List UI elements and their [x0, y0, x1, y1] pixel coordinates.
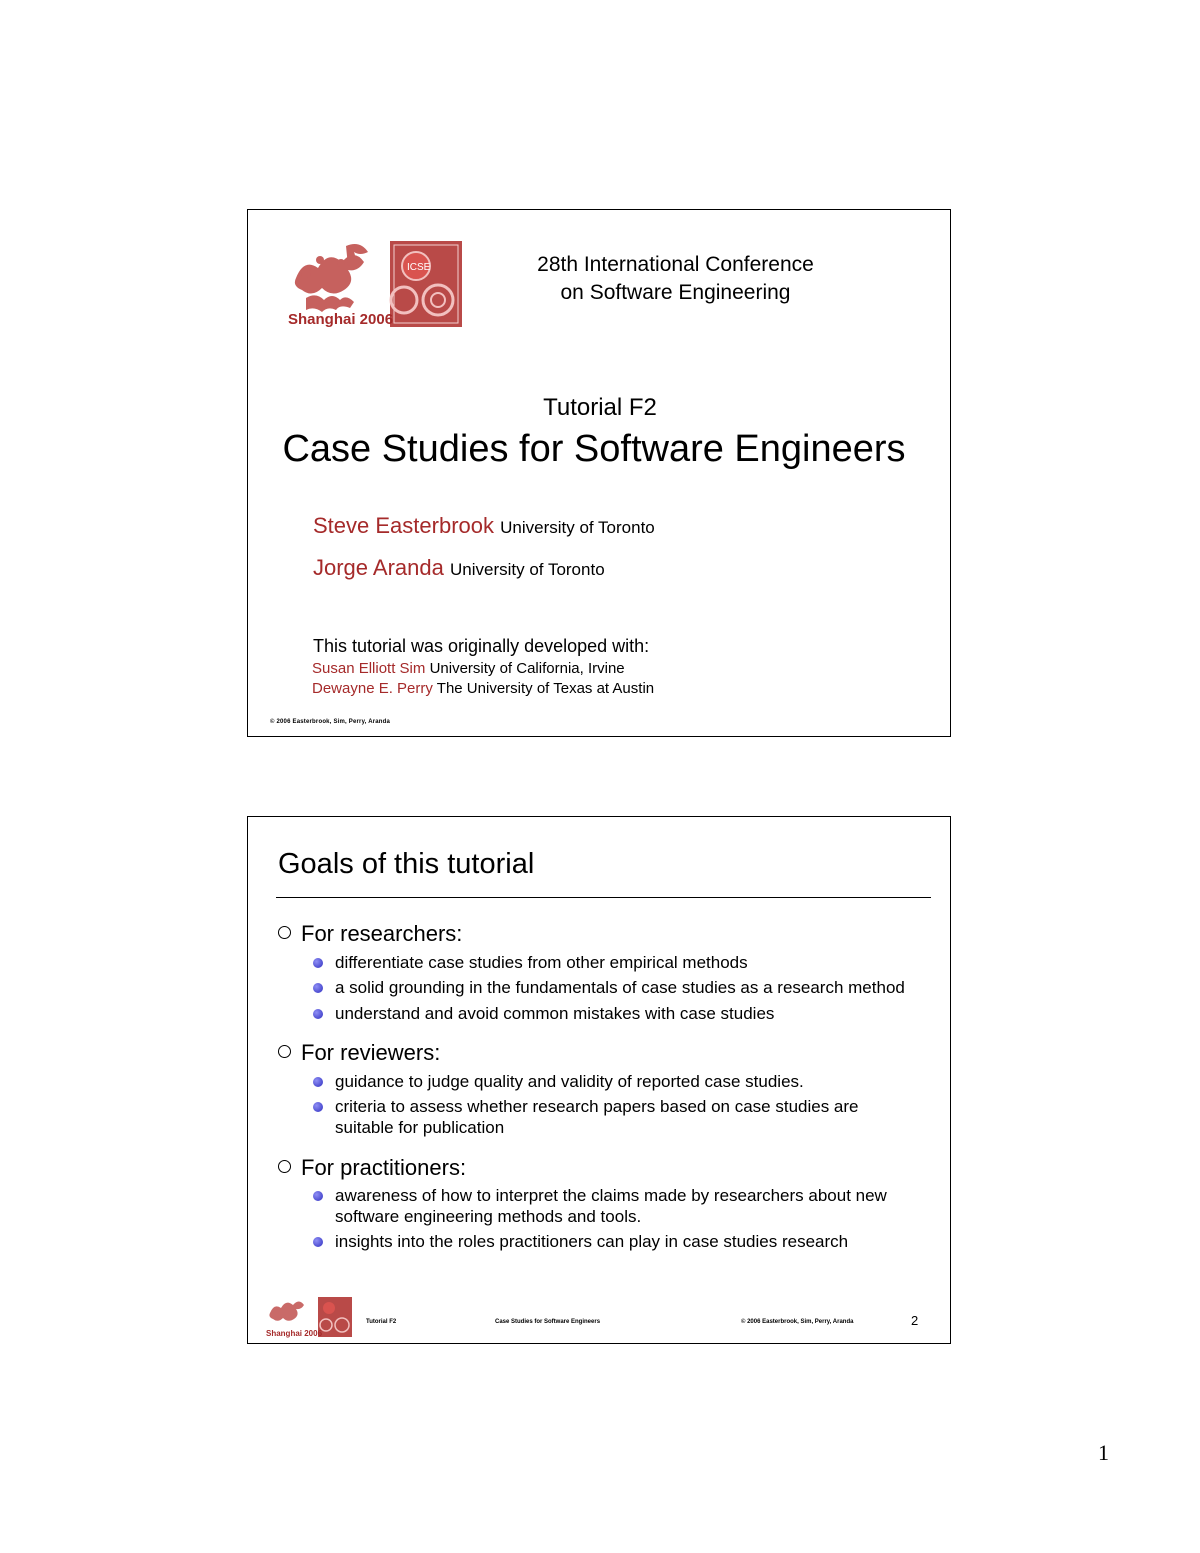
svg-text:Shanghai 2006: Shanghai 2006: [266, 1329, 323, 1338]
originally-developed-note: This tutorial was originally developed with:: [313, 636, 650, 656]
contributor-name: Dewayne E. Perry: [312, 680, 433, 697]
page-number: 1: [1098, 1440, 1109, 1465]
footer-title: Case Studies for Software Engineers: [495, 1319, 601, 1325]
footer-tutorial: Tutorial F2: [366, 1319, 397, 1325]
bullet-dot-icon: [313, 1009, 323, 1019]
author-affiliation: University of Toronto: [450, 560, 605, 579]
bullet-dot-icon: [313, 1237, 323, 1247]
group-heading: For researchers:: [278, 921, 462, 947]
contributor-1: [312, 660, 625, 677]
bullet-dot-icon: [313, 958, 323, 968]
copyright: © 2006 Easterbrook, Sim, Perry, Aranda: [270, 719, 391, 725]
bullet-dot-icon: [313, 1102, 323, 1112]
contributor-2: [312, 680, 654, 697]
logo-text: Shanghai 2006: [288, 311, 394, 328]
ring-bullet-icon: [278, 1045, 291, 1058]
footer-copyright: © 2006 Easterbrook, Sim, Perry, Aranda: [741, 1319, 854, 1325]
group-heading: For reviewers:: [278, 1040, 440, 1066]
contributor-affiliation: The University of Texas at Austin: [436, 680, 655, 697]
tutorial-label: Tutorial F2: [543, 394, 657, 421]
conference-line-2: on Software Engineering: [560, 281, 791, 304]
slide-title-text: Goals of this tutorial: [278, 848, 535, 880]
contributor-name: Susan Elliott Sim: [312, 660, 426, 677]
ring-bullet-icon: [278, 926, 291, 939]
group-heading: For practitioners:: [278, 1155, 466, 1181]
icse-shanghai-logo: [286, 238, 466, 330]
title-divider: [276, 897, 931, 898]
slide-number: 2: [911, 1313, 919, 1328]
author-2: [313, 555, 605, 581]
contributor-affiliation: University of California, Irvine: [429, 660, 625, 677]
bullet-dot-icon: [313, 1077, 323, 1087]
bullet-dot-icon: [313, 1191, 323, 1201]
slide-goals: Goals of this tutorial For researchers: differentiate case studies from other empirical methods a solid grounding in the fundamentals of case studies as a research method understand and avoid common mistakes with case studies For reviewers: guidance to judge quality and validity of reported case studies. criteria to assess whether research papers based on case studies are suitable for publication For practitioners: awareness of how to interpret the claims made by researchers about new software engineering methods and tools. insights into the roles practitioners can play in case studies research Shanghai 2006 Tutorial F2 Case Studies for Software Engineers © 2006 Easterbrook, Sim, Perry, Aranda 2: [247, 816, 951, 1344]
bullet-dot-icon: [313, 983, 323, 993]
author-1: [313, 513, 655, 539]
slide-title-text: Case Studies for Software Engineers: [282, 428, 906, 470]
conference-name: [498, 251, 853, 307]
author-name: Steve Easterbrook: [313, 513, 494, 538]
slide-title: [247, 209, 951, 737]
ring-bullet-icon: [278, 1160, 291, 1173]
logo-badge-text: ICSE: [407, 262, 431, 273]
conference-line-1: 28th International Conference: [537, 253, 814, 276]
author-name: Jorge Aranda: [313, 555, 444, 580]
footer-logo: [266, 1295, 354, 1339]
author-affiliation: University of Toronto: [500, 518, 655, 537]
